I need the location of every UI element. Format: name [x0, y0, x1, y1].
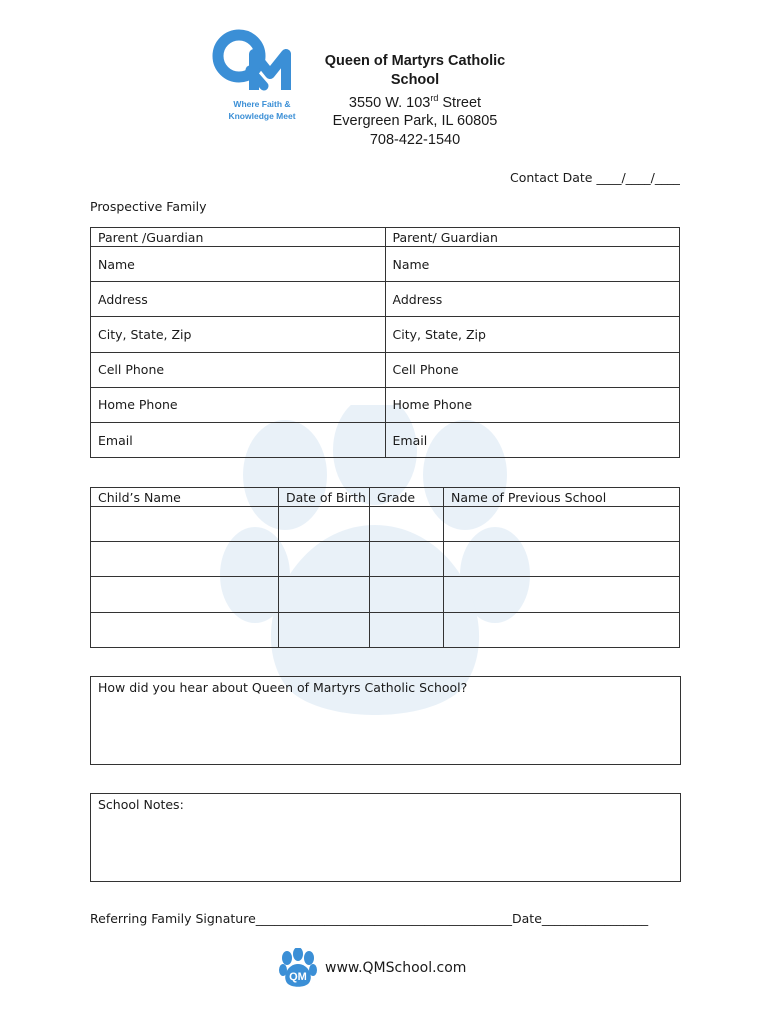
- footer-logo-letters: QM: [289, 971, 307, 983]
- logo-tagline-1: Where Faith &: [233, 99, 291, 109]
- table-row: [91, 542, 680, 577]
- previous-school-cell[interactable]: [444, 542, 680, 577]
- header-previous-school: Name of Previous School: [444, 488, 680, 507]
- street-suffix: rd: [430, 93, 439, 103]
- child-name-cell[interactable]: [91, 542, 279, 577]
- previous-school-cell[interactable]: [444, 612, 680, 647]
- table-row: [91, 577, 680, 612]
- home-phone-field-left[interactable]: Home Phone: [91, 387, 386, 422]
- header-parent-left: Parent /Guardian: [91, 228, 386, 247]
- table-row: [91, 282, 680, 317]
- grade-cell[interactable]: [370, 542, 444, 577]
- child-name-cell[interactable]: [91, 577, 279, 612]
- school-name: Queen of Martyrs Catholic School: [324, 53, 506, 88]
- street-name: Street: [438, 94, 482, 111]
- city-state-zip-field-left[interactable]: City, State, Zip: [91, 317, 386, 352]
- grade-cell[interactable]: [370, 612, 444, 647]
- table-header-row: [91, 228, 680, 247]
- grade-cell[interactable]: [370, 577, 444, 612]
- street-number: 3550 W. 103: [348, 94, 431, 111]
- header-parent-right: Parent/ Guardian: [385, 228, 680, 247]
- table-row: [91, 507, 680, 542]
- table-row: [91, 317, 680, 352]
- header-childs-name: Child’s Name: [91, 488, 279, 507]
- grade-cell[interactable]: [370, 507, 444, 542]
- header-grade: Grade: [370, 488, 444, 507]
- name-field-right[interactable]: Name: [385, 247, 680, 282]
- school-notes-label: School Notes:: [98, 797, 184, 812]
- previous-school-cell[interactable]: [444, 577, 680, 612]
- child-name-cell[interactable]: [91, 507, 279, 542]
- children-table: [90, 487, 680, 648]
- address-field-right[interactable]: Address: [385, 282, 680, 317]
- qm-logo-icon: [218, 35, 286, 90]
- address-field-left[interactable]: Address: [91, 282, 386, 317]
- cell-phone-field-right[interactable]: Cell Phone: [385, 352, 680, 387]
- paw-logo-icon: [278, 948, 318, 988]
- name-field-left[interactable]: Name: [91, 247, 386, 282]
- school-logo: [212, 26, 312, 126]
- signature-date-line[interactable]: Referring Family Signature_________________________________________Date_________________: [90, 911, 649, 926]
- dob-cell[interactable]: [279, 542, 370, 577]
- how-did-you-hear-box[interactable]: [90, 676, 681, 765]
- how-did-you-hear-label: How did you hear about Queen of Martyrs Catholic School?: [98, 680, 468, 695]
- email-field-left[interactable]: Email: [91, 422, 386, 457]
- logo-tagline-2: Knowledge Meet: [228, 111, 296, 121]
- city-state-zip-field-right[interactable]: City, State, Zip: [385, 317, 680, 352]
- dob-cell[interactable]: [279, 577, 370, 612]
- table-row: [91, 247, 680, 282]
- prospective-family-label: Prospective Family: [90, 199, 207, 214]
- address-line-2: Evergreen Park, IL 60805: [332, 113, 498, 130]
- previous-school-cell[interactable]: [444, 507, 680, 542]
- dob-cell[interactable]: [279, 612, 370, 647]
- school-website-link[interactable]: www.QMSchool.com: [325, 960, 467, 976]
- school-phone: 708-422-1540: [369, 131, 461, 148]
- parent-guardian-table: [90, 227, 680, 458]
- school-notes-box[interactable]: [90, 793, 681, 882]
- header-date-of-birth: Date of Birth: [279, 488, 370, 507]
- school-address-block: [300, 52, 530, 149]
- table-header-row: [91, 488, 680, 507]
- child-name-cell[interactable]: [91, 612, 279, 647]
- home-phone-field-right[interactable]: Home Phone: [385, 387, 680, 422]
- contact-date-field[interactable]: Contact Date ____/____/____: [510, 170, 680, 185]
- dob-cell[interactable]: [279, 507, 370, 542]
- email-field-right[interactable]: Email: [385, 422, 680, 457]
- cell-phone-field-left[interactable]: Cell Phone: [91, 352, 386, 387]
- table-row: [91, 612, 680, 647]
- address-line-1: [300, 89, 530, 112]
- table-row: [91, 352, 680, 387]
- table-row: [91, 422, 680, 457]
- table-row: [91, 387, 680, 422]
